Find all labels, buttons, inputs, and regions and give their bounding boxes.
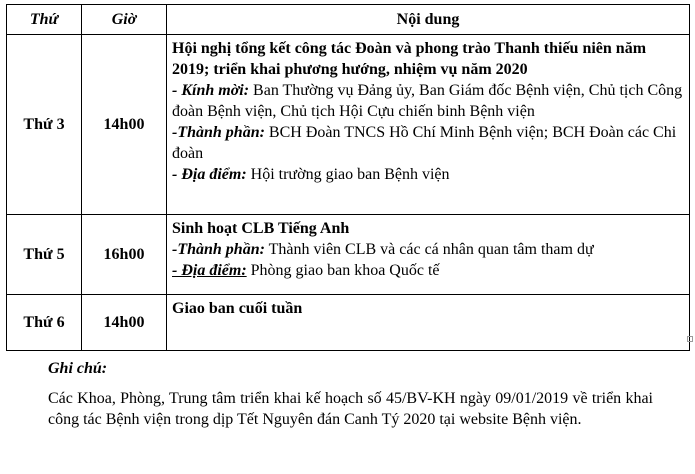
participants-line xyxy=(172,239,684,260)
row-time: 16h00 xyxy=(82,215,167,295)
row-content xyxy=(167,295,690,351)
row-time: 14h00 xyxy=(82,35,167,215)
event-title: Hội nghị tổng kết công tác Đoàn và phong trào Thanh thiếu niên năm 2019; triển khai phương hướng, nhiệm vụ năm 2020 xyxy=(172,40,647,78)
notes-title: Ghi chú: xyxy=(48,360,108,377)
location-text: Hội trường giao ban Bệnh viện xyxy=(246,166,450,183)
table-row xyxy=(7,35,690,215)
notes-body: Các Khoa, Phòng, Trung tâm triển khai kế hoạch số 45/BV-KH ngày 09/01/2019 về triển khai công tác Bệnh viện trong dịp Tết Nguyên đán Canh Tý 2020 tại website Bệnh viện. xyxy=(48,390,653,428)
header-time: Giờ xyxy=(82,5,167,35)
participants-label: -Thành phần: xyxy=(172,241,265,258)
participants-label: -Thành phần: xyxy=(172,124,265,141)
participants-line xyxy=(172,122,684,164)
header-row xyxy=(7,5,690,35)
row-content xyxy=(167,35,690,215)
invite-text: Ban Thường vụ Đảng ủy, Ban Giám đốc Bệnh viện, Chủ tịch Công đoàn Bệnh viện, Chủ tịch Hội Cựu chiến binh Bệnh viện xyxy=(172,82,683,120)
event-title: Giao ban cuối tuần xyxy=(172,300,303,317)
header-content: Nội dung xyxy=(167,5,690,35)
participants-text: BCH Đoàn TNCS Hồ Chí Minh Bệnh viện; BCH Đoàn các Chi đoàn xyxy=(172,124,677,162)
location-label: - Địa điểm: xyxy=(172,166,247,183)
invite-line xyxy=(172,80,684,122)
header-day: Thứ xyxy=(7,5,82,35)
location-line xyxy=(172,260,684,281)
table-resize-handle[interactable] xyxy=(687,336,693,342)
table-row xyxy=(7,215,690,295)
location-text: Phòng giao ban khoa Quốc tế xyxy=(246,262,440,279)
event-title: Sinh hoạt CLB Tiếng Anh xyxy=(172,220,350,237)
row-day: Thứ 5 xyxy=(7,215,82,295)
invite-label: - Kính mời: xyxy=(172,82,250,99)
table-row xyxy=(7,295,690,351)
location-line xyxy=(172,164,684,185)
row-day: Thứ 3 xyxy=(7,35,82,215)
participants-text: Thành viên CLB và các cá nhân quan tâm tham dự xyxy=(264,241,594,258)
notes-section xyxy=(48,358,653,430)
schedule-table xyxy=(6,4,690,351)
row-day: Thứ 6 xyxy=(7,295,82,351)
location-label: - Địa điểm: xyxy=(172,262,247,279)
row-time: 14h00 xyxy=(82,295,167,351)
row-content xyxy=(167,215,690,295)
